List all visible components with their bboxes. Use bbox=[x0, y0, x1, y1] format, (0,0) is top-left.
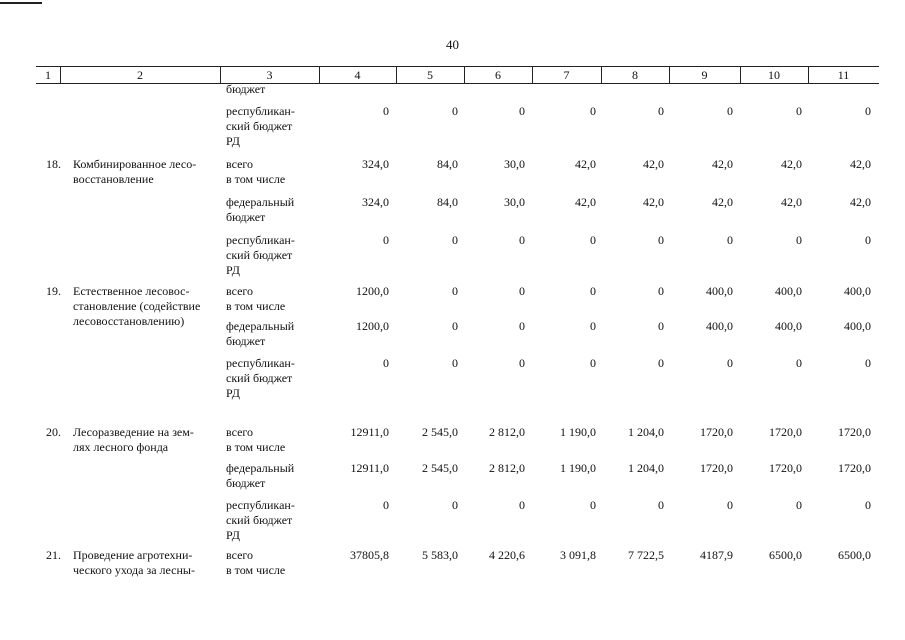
item-18-row0-value-col10: 42,0 bbox=[781, 157, 802, 171]
item-21-row0-value-col11: 6500,0 bbox=[838, 548, 871, 562]
item-row-type: федеральный бюджет bbox=[226, 461, 295, 490]
item-19-row1-value-col5: 0 bbox=[452, 319, 458, 333]
item-20-row1-value-col7: 1 190,0 bbox=[560, 461, 596, 475]
item-20-row1-value-col11: 1720,0 bbox=[838, 461, 871, 475]
item-number: 19. bbox=[46, 284, 61, 298]
item-18-row0-value-col6: 30,0 bbox=[504, 157, 525, 171]
continued-row-type: республикан- ский бюджет РД bbox=[226, 104, 295, 148]
header-divider bbox=[319, 67, 320, 83]
page-number: 40 bbox=[446, 37, 459, 52]
item-20-row0-value-col4: 12911,0 bbox=[350, 425, 389, 439]
item-19-row2-value-col4: 0 bbox=[383, 356, 389, 370]
header-divider bbox=[60, 67, 61, 83]
item-18-row1-value-col7: 42,0 bbox=[575, 195, 596, 209]
header-col-10: 10 bbox=[768, 68, 780, 82]
item-20-row2-value-col6: 0 bbox=[519, 498, 525, 512]
item-18-row2-value-col5: 0 bbox=[452, 233, 458, 247]
continued-budget-text: бюджет bbox=[226, 82, 266, 96]
item-19-row0-value-col6: 0 bbox=[519, 284, 525, 298]
item-20-row0-value-col7: 1 190,0 bbox=[560, 425, 596, 439]
header-col-8: 8 bbox=[632, 68, 638, 82]
item-18-row1-value-col4: 324,0 bbox=[362, 195, 389, 209]
item-21-row0-value-col6: 4 220,6 bbox=[489, 548, 525, 562]
header-divider bbox=[601, 67, 602, 83]
item-18-row0-value-col11: 42,0 bbox=[850, 157, 871, 171]
item-21-row0-value-col4: 37805,8 bbox=[350, 548, 389, 562]
item-18-row1-value-col8: 42,0 bbox=[643, 195, 664, 209]
item-21-row0-value-col5: 5 583,0 bbox=[422, 548, 458, 562]
item-19-row2-value-col8: 0 bbox=[658, 356, 664, 370]
item-20-row0-value-col5: 2 545,0 bbox=[422, 425, 458, 439]
item-row-type: федеральный бюджет bbox=[226, 195, 295, 224]
item-19-row2-value-col7: 0 bbox=[590, 356, 596, 370]
item-19-row0-value-col7: 0 bbox=[590, 284, 596, 298]
header-col-3: 3 bbox=[266, 68, 273, 82]
header-divider bbox=[740, 67, 741, 83]
item-21-row0-value-col10: 6500,0 bbox=[769, 548, 802, 562]
item-18-row1-value-col11: 42,0 bbox=[850, 195, 871, 209]
item-20-row1-value-col4: 12911,0 bbox=[350, 461, 389, 475]
item-name: Проведение агротехни- ческого ухода за лесны- bbox=[73, 548, 195, 577]
item-18-row2-value-col7: 0 bbox=[590, 233, 596, 247]
item-19-row2-value-col11: 0 bbox=[865, 356, 871, 370]
item-19-row1-value-col4: 1200,0 bbox=[356, 319, 389, 333]
continued-row-value-col11: 0 bbox=[865, 104, 871, 118]
item-20-row1-value-col8: 1 204,0 bbox=[628, 461, 664, 475]
header-col-11: 11 bbox=[837, 68, 850, 82]
item-19-row1-value-col7: 0 bbox=[590, 319, 596, 333]
header-col-2: 2 bbox=[137, 68, 143, 82]
item-18-row0-value-col8: 42,0 bbox=[643, 157, 664, 171]
item-21-row0-value-col7: 3 091,8 bbox=[560, 548, 596, 562]
continued-row-value-col6: 0 bbox=[519, 104, 525, 118]
item-20-row1-value-col9: 1720,0 bbox=[700, 461, 733, 475]
item-19-row0-value-col4: 1200,0 bbox=[356, 284, 389, 298]
item-name: Комбинированное лесо- восстановление bbox=[73, 157, 197, 186]
item-18-row2-value-col9: 0 bbox=[727, 233, 733, 247]
item-19-row0-value-col9: 400,0 bbox=[706, 284, 733, 298]
header-col-4: 4 bbox=[354, 68, 361, 82]
table-header bbox=[36, 66, 879, 84]
item-20-row2-value-col11: 0 bbox=[865, 498, 871, 512]
item-19-row0-value-col5: 0 bbox=[452, 284, 458, 298]
continued-row-value-col8: 0 bbox=[658, 104, 664, 118]
item-18-row1-value-col9: 42,0 bbox=[712, 195, 733, 209]
item-18-row2-value-col8: 0 bbox=[658, 233, 664, 247]
item-20-row0-value-col8: 1 204,0 bbox=[628, 425, 664, 439]
item-18-row2-value-col10: 0 bbox=[796, 233, 802, 247]
item-20-row0-value-col10: 1720,0 bbox=[769, 425, 802, 439]
item-18-row0-value-col4: 324,0 bbox=[362, 157, 389, 171]
item-row-type: всего в том числе bbox=[226, 425, 286, 454]
continued-row-value-col10: 0 bbox=[796, 104, 802, 118]
item-20-row2-value-col9: 0 bbox=[727, 498, 733, 512]
item-row-type: республикан- ский бюджет РД bbox=[226, 233, 295, 277]
item-18-row2-value-col11: 0 bbox=[865, 233, 871, 247]
header-divider bbox=[669, 67, 670, 83]
continued-row-value-col7: 0 bbox=[590, 104, 596, 118]
item-20-row2-value-col5: 0 bbox=[452, 498, 458, 512]
top-left-rule bbox=[0, 2, 42, 4]
header-col-9: 9 bbox=[701, 68, 708, 82]
item-21-row0-value-col9: 4187,9 bbox=[700, 548, 733, 562]
item-19-row0-value-col10: 400,0 bbox=[775, 284, 802, 298]
item-20-row1-value-col10: 1720,0 bbox=[769, 461, 802, 475]
item-18-row2-value-col6: 0 bbox=[519, 233, 525, 247]
item-20-row2-value-col8: 0 bbox=[658, 498, 664, 512]
item-18-row0-value-col5: 84,0 bbox=[437, 157, 458, 171]
item-20-row0-value-col9: 1720,0 bbox=[700, 425, 733, 439]
header-divider bbox=[396, 67, 397, 83]
item-19-row2-value-col10: 0 bbox=[796, 356, 802, 370]
item-20-row2-value-col7: 0 bbox=[590, 498, 596, 512]
item-18-row1-value-col10: 42,0 bbox=[781, 195, 802, 209]
item-name: Лесоразведение на зем- лях лесного фонда bbox=[73, 425, 194, 454]
header-col-5: 5 bbox=[427, 68, 433, 82]
item-19-row1-value-col6: 0 bbox=[519, 319, 525, 333]
item-19-row1-value-col9: 400,0 bbox=[706, 319, 733, 333]
item-19-row2-value-col5: 0 bbox=[452, 356, 458, 370]
item-20-row2-value-col10: 0 bbox=[796, 498, 802, 512]
item-number: 18. bbox=[46, 157, 61, 171]
header-divider bbox=[464, 67, 465, 83]
item-20-row0-value-col11: 1720,0 bbox=[838, 425, 871, 439]
item-19-row1-value-col10: 400,0 bbox=[775, 319, 802, 333]
item-18-row1-value-col6: 30,0 bbox=[504, 195, 525, 209]
item-row-type: всего в том числе bbox=[226, 548, 286, 577]
item-19-row1-value-col8: 0 bbox=[658, 319, 664, 333]
continued-row-value-col9: 0 bbox=[727, 104, 733, 118]
item-number: 20. bbox=[46, 425, 61, 439]
item-18-row2-value-col4: 0 bbox=[383, 233, 389, 247]
header-col-6: 6 bbox=[495, 68, 501, 82]
item-18-row0-value-col9: 42,0 bbox=[712, 157, 733, 171]
item-19-row2-value-col9: 0 bbox=[727, 356, 733, 370]
item-20-row1-value-col5: 2 545,0 bbox=[422, 461, 458, 475]
item-row-type: республикан- ский бюджет РД bbox=[226, 498, 295, 542]
item-row-type: всего в том числе bbox=[226, 284, 286, 313]
header-divider bbox=[808, 67, 809, 83]
item-18-row1-value-col5: 84,0 bbox=[437, 195, 458, 209]
item-19-row0-value-col8: 0 bbox=[658, 284, 664, 298]
item-name: Естественное лесовос- становление (содействие лесовосстановлению) bbox=[73, 284, 201, 328]
header-col-7: 7 bbox=[563, 68, 570, 82]
header-divider bbox=[532, 67, 533, 83]
item-19-row1-value-col11: 400,0 bbox=[844, 319, 871, 333]
item-19-row2-value-col6: 0 bbox=[519, 356, 525, 370]
header-col-1: 1 bbox=[45, 68, 51, 82]
item-20-row2-value-col4: 0 bbox=[383, 498, 389, 512]
item-row-type: всего в том числе bbox=[226, 157, 286, 186]
item-20-row1-value-col6: 2 812,0 bbox=[489, 461, 525, 475]
header-divider bbox=[220, 67, 221, 83]
item-21-row0-value-col8: 7 722,5 bbox=[628, 548, 664, 562]
item-18-row0-value-col7: 42,0 bbox=[575, 157, 596, 171]
item-number: 21. bbox=[46, 548, 61, 562]
item-row-type: федеральный бюджет bbox=[226, 319, 295, 348]
continued-row-value-col5: 0 bbox=[452, 104, 458, 118]
item-20-row0-value-col6: 2 812,0 bbox=[489, 425, 525, 439]
item-19-row0-value-col11: 400,0 bbox=[844, 284, 871, 298]
item-row-type: республикан- ский бюджет РД bbox=[226, 356, 295, 400]
continued-row-value-col4: 0 bbox=[383, 104, 389, 118]
